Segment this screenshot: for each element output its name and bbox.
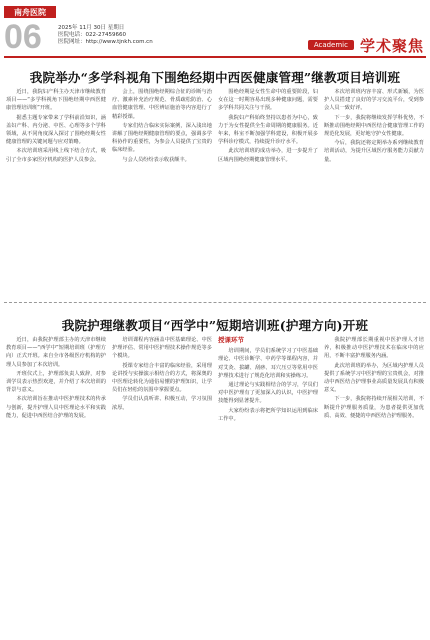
paragraph: 培训期间，学员们系统学习了中医基础理论、中医诊断学、中药学等课程内容，并对艾灸、拔罐、刮痧、耳穴压豆等常用中医护理技术进行了规范化培训和实操练习。	[218, 348, 318, 379]
article-2-column-4	[324, 336, 424, 636]
paragraph: 会上，围绕围绝经期综合征的诊断与治疗、激素补充治疗规范、骨质疏松防治、心血管健康管理、中医辨证施治等内容进行了精彩授课。	[112, 89, 212, 120]
article-1-column-1	[6, 88, 106, 296]
paragraph: 授课专家结合丰富的临床经验，采用理论讲授与实操演示相结合的方式，将深奥的中医理论转化为通俗易懂的护理知识，让学员们在轻松的氛围中掌握要点。	[112, 362, 212, 394]
paragraph: 近日，我院妇产科主办天津市继续教育项目——“多学科视角下围绝经期中西医健康管理培训班”开班。	[6, 89, 106, 112]
paragraph: 此次培训班的成功举办，进一步提升了区域内围绝经期健康管理水平。	[218, 148, 318, 163]
article-2-headline: 我院护理继教项目“西学中”短期培训班(护理方向)开班	[61, 318, 369, 333]
page-header	[0, 0, 430, 60]
paragraph: 我院妇产科始终坚持以患者为中心，致力于为女性提供全生命周期的健康服务。近年来，科室不断加强学科建设，积极开展多学科诊疗模式，持续提升诊疗水平。	[218, 114, 318, 146]
paragraph: 学员们认真听讲、积极互动，学习氛围浓厚。	[112, 396, 212, 411]
article-divider	[4, 302, 426, 303]
article-1-column-3	[218, 88, 318, 296]
paragraph: 本次培训班采用线上线下结合方式，吸引了全市多家医疗机构的医护人员参会。	[6, 148, 106, 163]
paragraph: 与会人员纷纷表示收获颇丰。	[122, 156, 190, 163]
section-tag: Academic	[308, 40, 354, 50]
article-2-byline: 授课环节	[218, 336, 244, 344]
paragraph: 我院护理部长期重视中医护理人才培养，积极推动中医护理技术在临床中的应用，不断丰富护理服务内涵。	[324, 337, 424, 360]
article-1-headline: 我院举办“多学科视角下围绝经期中西医健康管理”继教项目培训班	[29, 70, 401, 85]
paragraph: 据悉主题专家带来了学科前沿知识，涵盖妇产科、内分泌、中医、心理等多个学科领域，从不同角度深入探讨了围绝经期女性健康管理的关键问题与应对策略。	[6, 114, 106, 146]
article-2-column-3	[218, 336, 318, 636]
paragraph: 通过理论与实践相结合的学习，学员们对中医护理有了更加深入的认识，中医护理技能得到显著提升。	[218, 382, 318, 405]
page-number: 06	[4, 18, 42, 56]
article-1-column-4	[324, 88, 424, 296]
paragraph: 大家纷纷表示将把所学知识运用到临床工作中。	[218, 407, 318, 422]
paragraph: 围绝经期是女性生命中的重要阶段，妇女在这一时期容易出现多种健康问题，需要多学科共同关注与干预。	[218, 89, 318, 112]
paragraph: 下一步，我院将继续发挥学科优势，不断推动围绝经期中西医结合健康管理工作的规范化发展，更好地守护女性健康。	[324, 114, 424, 138]
paragraph: 开班仪式上，护理部负责人致辞，对参训学员表示热烈欢迎，并介绍了本次培训的背景与意义。	[6, 370, 106, 394]
paragraph: 此次培训班的举办，为区域内护理人员提供了系统学习中医护理的宝贵机会，对推动中西医结合护理事业高质量发展具有积极意义。	[324, 362, 424, 394]
newspaper-logo: 南舟医院	[4, 6, 56, 18]
paragraph: 下一步，我院将持续开展相关培训，不断提升护理服务质量，为患者提供更加优质、高效、便捷的中西医结合护理服务。	[324, 396, 424, 419]
paragraph: 本次培训班内容丰富、形式新颖，为医护人员搭建了良好的学习交流平台，受到参会人员一致好评。	[324, 89, 424, 112]
masthead-meta	[58, 25, 153, 46]
header-rule	[4, 56, 426, 58]
paragraph: 今后，我院还将定期举办系列继续教育培训活动，为提升区域医疗服务能力贡献力量。	[324, 140, 424, 163]
section-bar	[308, 36, 430, 54]
paragraph: 专家们结合临床实际案例，深入浅出地讲解了围绝经期健康管理的要点，强调多学科协作的重要性，为参会人员提供了宝贵的临床经验。	[112, 122, 212, 154]
web-line: 医院网址：http://www.tjnkh.com.cn	[58, 39, 153, 45]
phone-line: 医院电话：022-27459660	[58, 32, 126, 38]
article-1-column-2	[112, 88, 212, 296]
section-title: 学术聚焦	[359, 36, 424, 55]
paragraph: 近日，由我院护理部主办的天津市继续教育项目——“西学中”短期培训班（护理方向）正式开班。来自全市各级医疗机构的护理人员参加了本次培训。	[6, 337, 106, 368]
article-2-column-2	[112, 336, 212, 636]
paragraph: 培训课程内容涵盖中医基础理论、中医护理评估、常用中医护理技术操作规范等多个模块。	[112, 337, 212, 360]
date-line: 2025年 11月 30日 星期日	[58, 25, 125, 31]
article-2-column-1	[6, 336, 106, 636]
paragraph: 本次培训旨在推动中医护理技术的传承与创新，提升护理人员中医理论水平和实践能力，促进中西医结合护理的发展。	[6, 396, 106, 419]
